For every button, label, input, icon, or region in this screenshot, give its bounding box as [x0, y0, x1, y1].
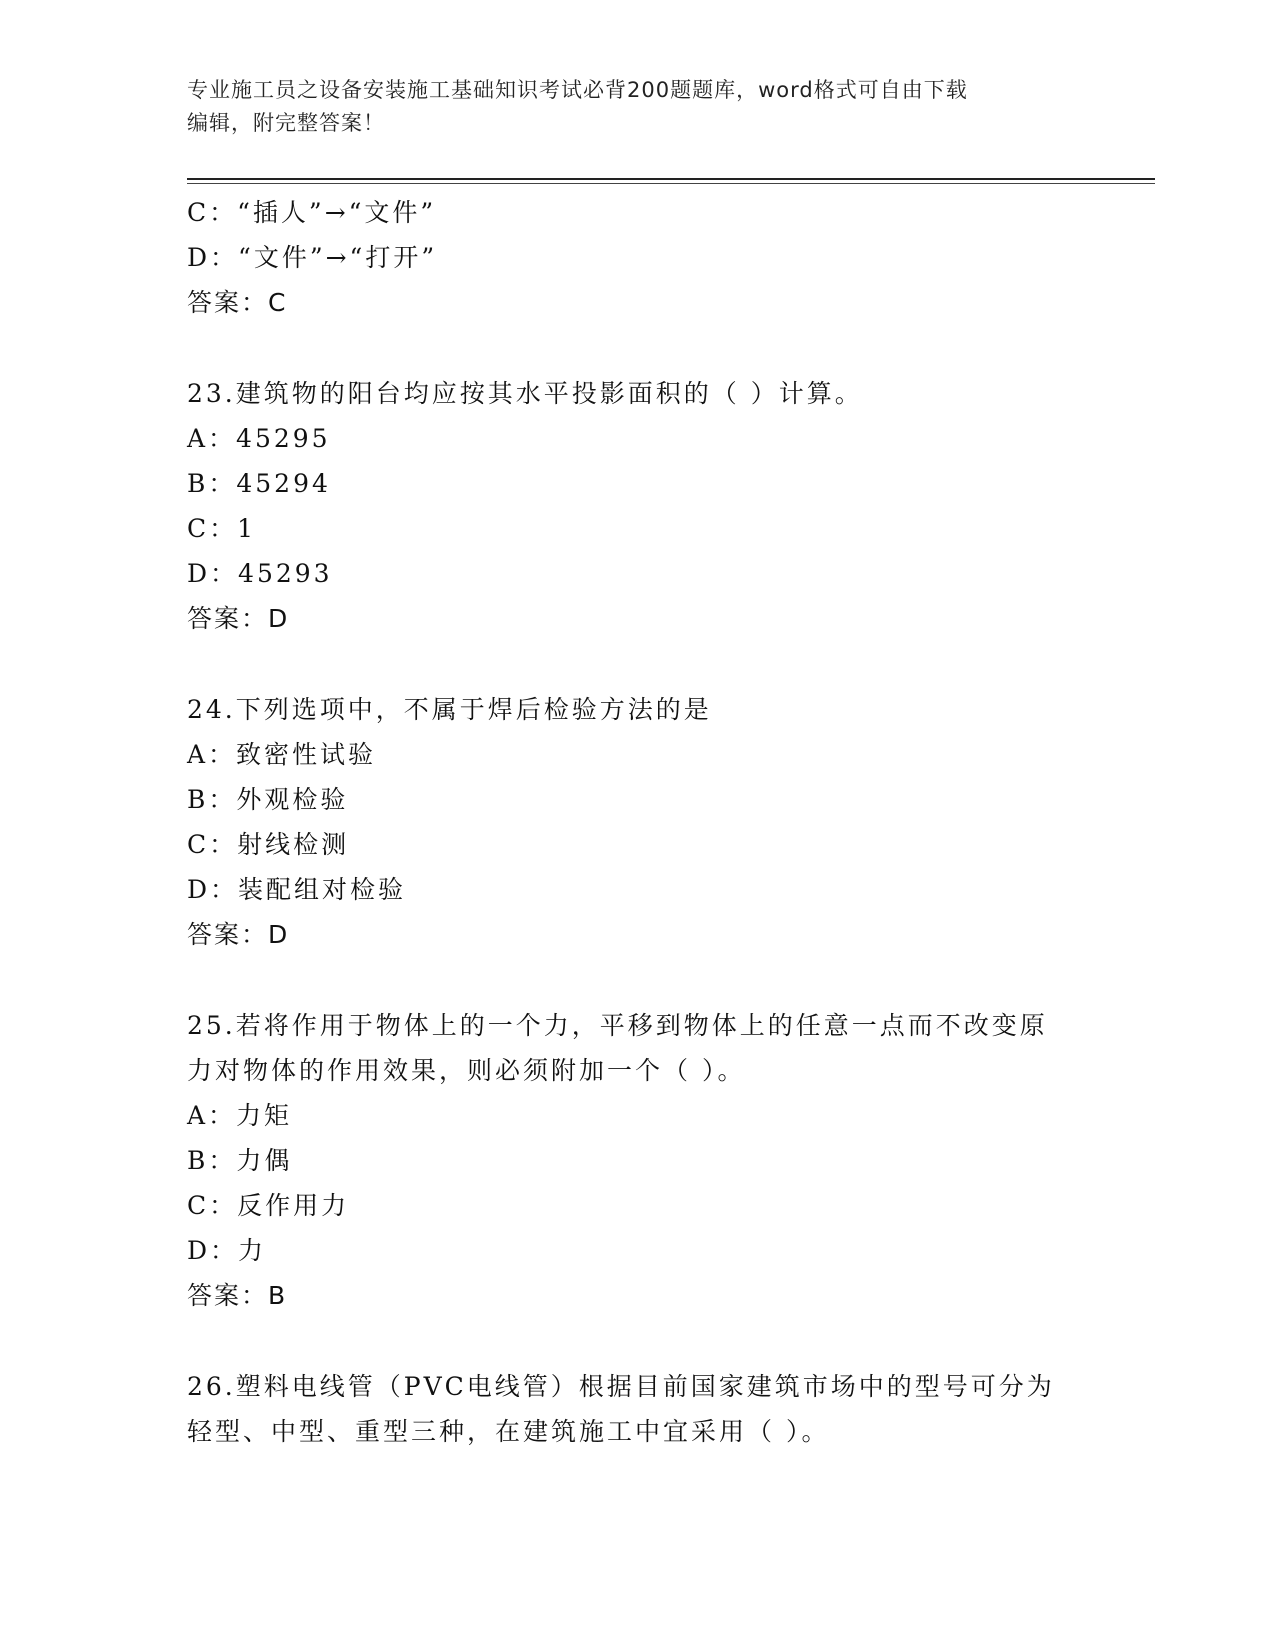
question-24 — [187, 687, 1087, 957]
option-a: A：致密性试验 — [187, 740, 377, 769]
question-stem-continued: 轻型、中型、重型三种，在建筑施工中宜采用（ ）。 — [187, 1417, 830, 1446]
document-header — [187, 74, 1087, 140]
question-23 — [187, 371, 1087, 641]
question-stem: 26.塑料电线管（PVC电线管）根据目前国家建筑市场中的型号可分为 — [187, 1372, 1055, 1401]
question-22-tail — [187, 190, 1087, 325]
option-d: D：装配组对检验 — [187, 875, 407, 904]
option-b: B：外观检验 — [187, 785, 349, 814]
header-divider — [187, 178, 1155, 180]
option-c: C：“插人”→“文件” — [187, 198, 437, 227]
option-b: B：力偶 — [187, 1146, 293, 1175]
option-b: B：45294 — [187, 469, 331, 498]
option-a: A：45295 — [187, 424, 331, 453]
answer-line: 答案：C — [187, 288, 288, 317]
question-stem: 23.建筑物的阳台均应按其水平投影面积的（ ）计算。 — [187, 379, 863, 408]
header-title-line-2: 编辑，附完整答案！ — [187, 111, 385, 135]
header-divider-thin — [187, 183, 1155, 184]
question-stem: 25.若将作用于物体上的一个力，平移到物体上的任意一点而不改变原 — [187, 1011, 1048, 1040]
question-25 — [187, 1003, 1087, 1318]
option-c: C：射线检测 — [187, 830, 350, 859]
option-d: D：45293 — [187, 559, 333, 588]
option-d: D：力 — [187, 1236, 267, 1265]
answer-line: 答案：D — [187, 604, 290, 633]
option-c: C：1 — [187, 514, 257, 543]
option-c: C：反作用力 — [187, 1191, 350, 1220]
header-title-line-1: 专业施工员之设备安装施工基础知识考试必背200题题库，word格式可自由下载 — [187, 78, 968, 102]
option-a: A：力矩 — [187, 1101, 293, 1130]
question-list — [187, 190, 1087, 1454]
question-26 — [187, 1364, 1087, 1454]
answer-line: 答案：B — [187, 1281, 288, 1310]
answer-line: 答案：D — [187, 920, 290, 949]
question-stem-continued: 力对物体的作用效果，则必须附加一个（ ）。 — [187, 1056, 746, 1085]
option-d: D：“文件”→“打开” — [187, 243, 438, 272]
question-stem: 24.下列选项中，不属于焊后检验方法的是 — [187, 695, 712, 724]
